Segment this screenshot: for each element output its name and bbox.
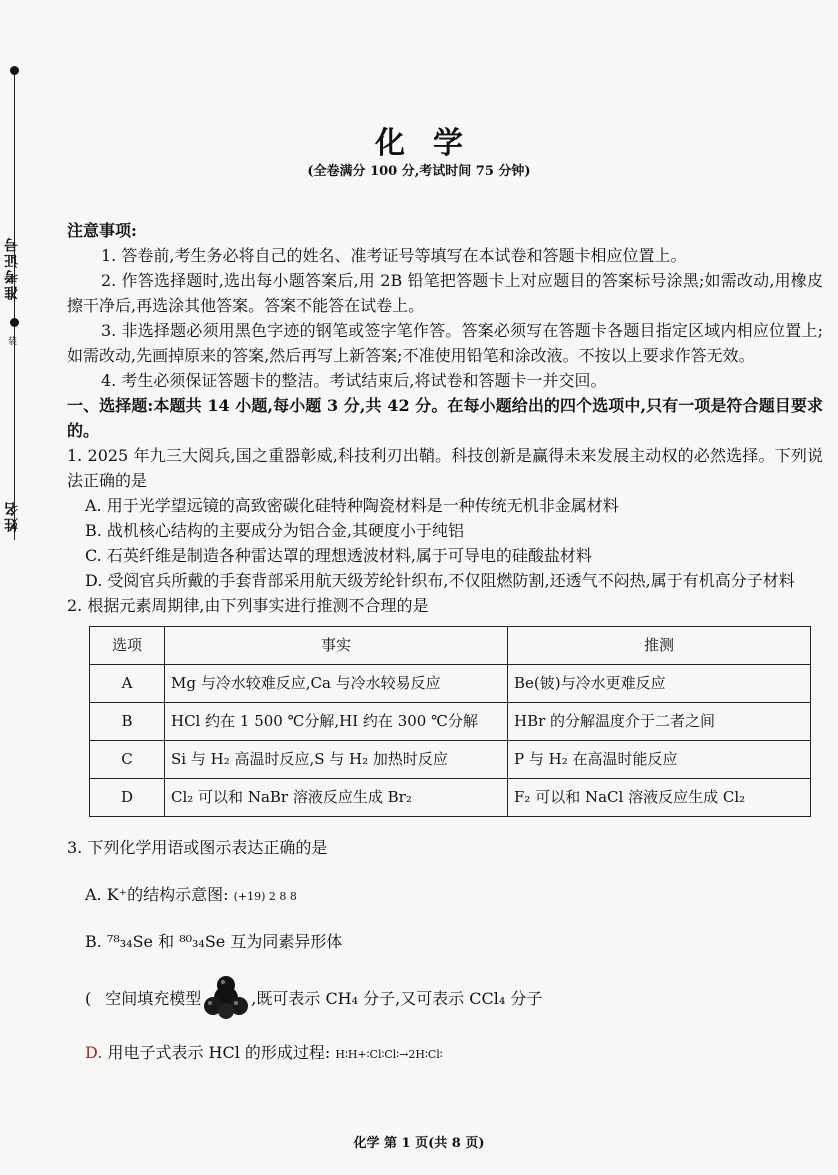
table-cell: P 与 H₂ 在高温时能反应 [508, 741, 811, 779]
exam-id-label: 准考证号 [4, 236, 20, 300]
table-cell: HBr 的分解温度介于二者之间 [508, 703, 811, 741]
table-header: 推测 [508, 627, 811, 665]
question-3-option-c [67, 976, 823, 1020]
question-1-stem: 1. 2025 年九三大阅兵,国之重器彰威,科技利刃出鞘。科技创新是赢得未来发展主动权的必然选择。下列说法正确的是 [67, 446, 823, 490]
notice-heading: 注意事项: [67, 221, 137, 240]
hcl-formation-formula: H∶H+∶Cl∶Cl∶→2H∶Cl∶ [335, 1048, 443, 1061]
question-1-option: C. 石英纤维是制造各种雷达罩的理想透波材料,属于可导电的硅酸盐材料 [85, 546, 592, 565]
page-title: 化学 [375, 126, 491, 161]
table-row [90, 665, 811, 703]
table-cell: Mg 与冷水较难反应,Ca 与冷水较易反应 [165, 665, 508, 703]
binding-dot [10, 318, 19, 327]
table-header: 选项 [90, 627, 165, 665]
page-footer: 化学 第 1 页(共 8 页) [353, 1136, 485, 1151]
table-cell: D [90, 779, 165, 817]
notice-item: 4. 考生必须保证答题卡的整洁。考试结束后,将试卷和答题卡一并交回。 [101, 371, 607, 390]
binding-dot [10, 66, 19, 75]
question-2-stem: 2. 根据元素周期律,由下列事实进行推测不合理的是 [67, 596, 429, 615]
table-row [90, 741, 811, 779]
table-cell: C [90, 741, 165, 779]
option-c-label: ( [85, 988, 92, 1008]
table-header: 事实 [165, 627, 508, 665]
question-3-option-b: B. ⁷⁸₃₄Se 和 ⁸⁰₃₄Se 互为同素异形体 [85, 932, 343, 951]
option-c-text-2: ,既可表示 CH₄ 分子,又可表示 CCl₄ 分子 [251, 988, 543, 1008]
notice-item: 1. 答卷前,考生务必将自己的姓名、准考证号等填写在本试卷和答题卡相应位置上。 [101, 246, 687, 265]
question-3-option-a [67, 882, 823, 909]
question-3-stem: 3. 下列化学用语或图示表达正确的是 [67, 838, 328, 857]
section-heading: 一、选择题:本题共 14 小题,每小题 3 分,共 42 分。在每小题给出的四个选项中,只有一项是符合题目要求的。 [67, 396, 823, 440]
table-row [90, 779, 811, 817]
space-filling-model-icon [201, 976, 251, 1020]
table-cell: A [90, 665, 165, 703]
option-d-text: 用电子式表示 HCl 的形成过程: [107, 1043, 331, 1062]
question-1-option: D. 受阅官兵所戴的手套背部采用航天级芳纶针织布,不仅阻燃防割,还透气不闷热,属于有机高分子材料 [85, 571, 795, 590]
seal-mark: 装 [8, 337, 18, 347]
name-label: 姓名 [4, 500, 20, 532]
question-2-table [89, 626, 811, 817]
k-ion-structure-diagram: (+19) 2 8 8 [233, 890, 297, 903]
table-row [90, 703, 811, 741]
table-cell: Si 与 H₂ 高温时反应,S 与 H₂ 加热时反应 [165, 741, 508, 779]
exam-info: (全卷满分 100 分,考试时间 75 分钟) [307, 164, 531, 179]
table-cell: F₂ 可以和 NaCl 溶液反应生成 Cl₂ [508, 779, 811, 817]
table-cell: Cl₂ 可以和 NaBr 溶液反应生成 Br₂ [165, 779, 508, 817]
exam-content [67, 218, 823, 1067]
question-3-option-d [67, 1040, 823, 1067]
question-1-option: A. 用于光学望远镜的高致密碳化硅特种陶瓷材料是一种传统无机非金属材料 [85, 496, 619, 515]
notice-item: 2. 作答选择题时,选出每小题答案后,用 2B 铅笔把答题卡上对应题目的答案标号涂黑;如需改动,用橡皮擦干净后,再选涂其他答案。答案不能答在试卷上。 [67, 271, 823, 315]
table-cell: HCl 约在 1 500 ℃分解,HI 约在 300 ℃分解 [165, 703, 508, 741]
table-header-row [90, 627, 811, 665]
table-cell: Be(铍)与冷水更难反应 [508, 665, 811, 703]
table-cell: B [90, 703, 165, 741]
option-c-text: 空间填充模型 [105, 988, 202, 1008]
option-a-text: A. K⁺的结构示意图: [85, 885, 229, 904]
option-d-label: D. [85, 1043, 103, 1062]
notice-item: 3. 非选择题必须用黑色字迹的钢笔或签字笔作答。答案必须写在答题卡各题目指定区域内相应位置上;如需改动,先画掉原来的答案,然后再写上新答案;不准使用铅笔和涂改液。不按以上要求作答无效。 [67, 321, 823, 365]
question-1-option: B. 战机核心结构的主要成分为铝合金,其硬度小于纯铝 [85, 521, 465, 540]
